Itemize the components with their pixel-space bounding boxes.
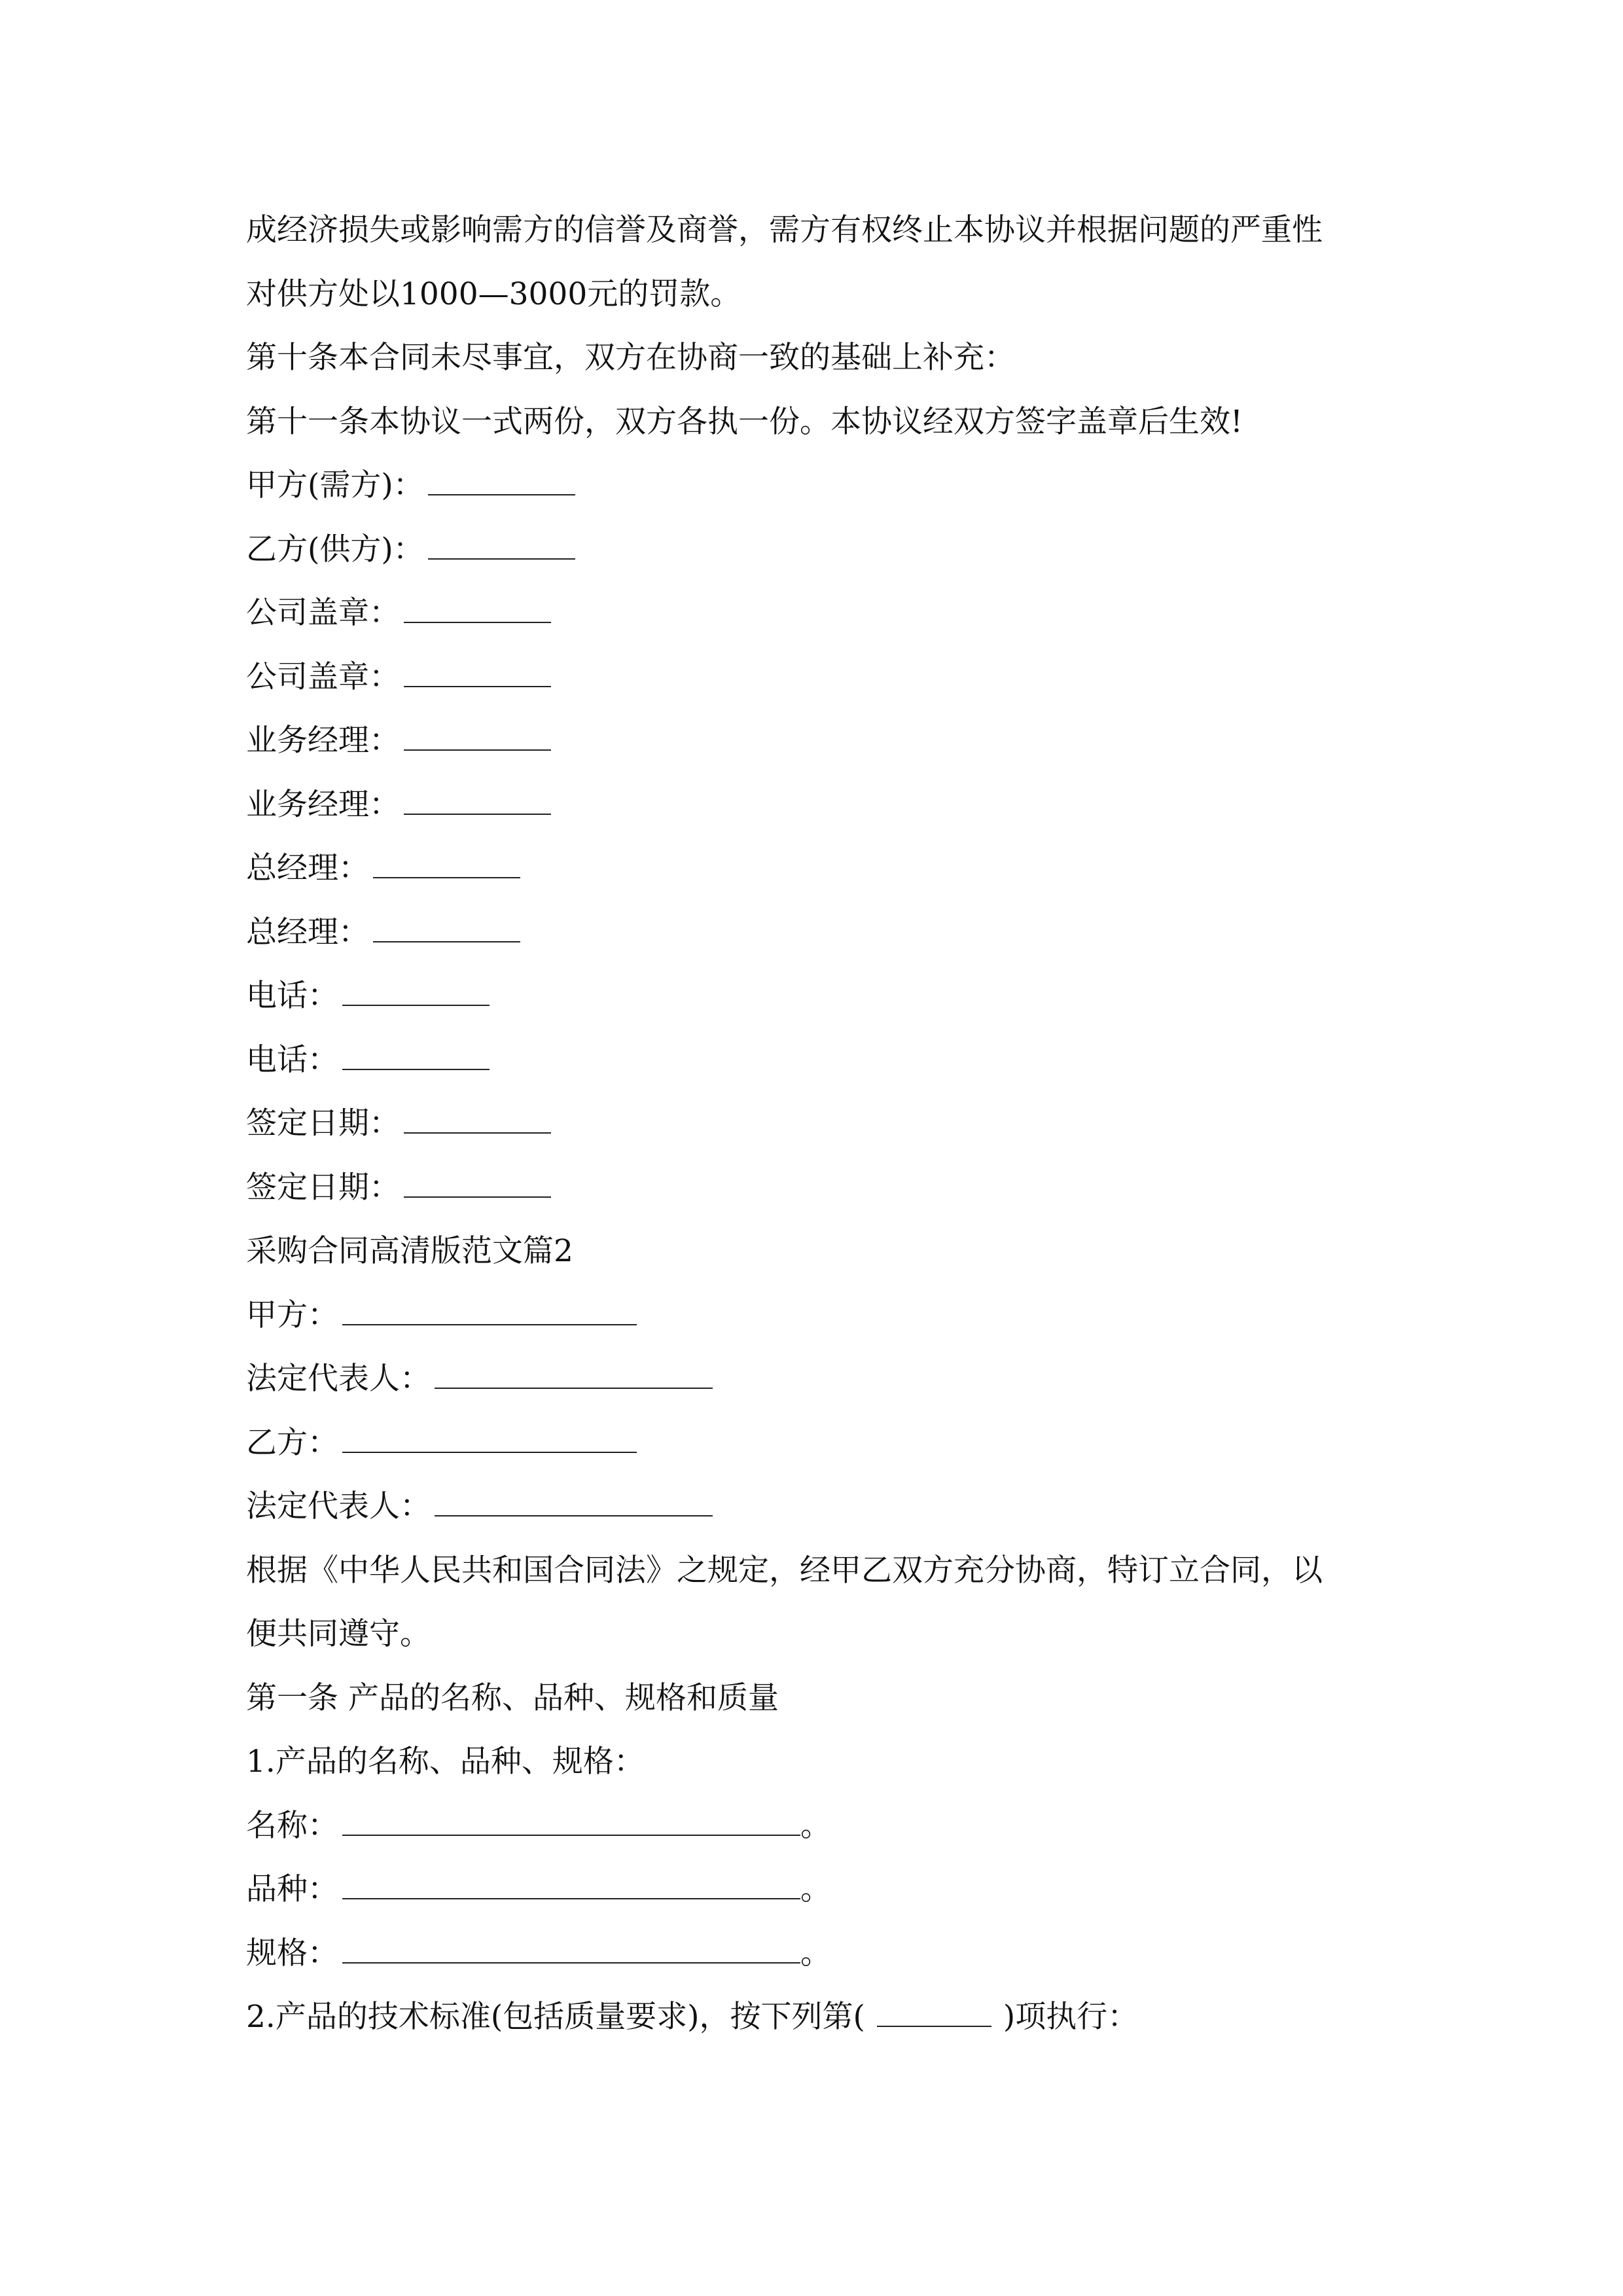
signature-label: 业务经理：	[246, 786, 400, 823]
blank-field[interactable]	[373, 852, 520, 878]
signature-line-phone	[246, 1028, 1385, 1092]
field-label: 名称：	[246, 1807, 338, 1844]
blank-field[interactable]	[342, 1873, 800, 1899]
signature-label: 公司盖章：	[246, 658, 400, 695]
signature-label: 总经理：	[246, 914, 369, 950]
intro-paragraph-line: 根据《中华人民共和国合同法》之规定，经甲乙双方充分协商，特订立合同，以	[246, 1552, 1323, 1588]
item-2-prefix: 2.产品的技术标准(包括质量要求)，按下列第(	[246, 1999, 865, 2035]
item-1-heading: 1.产品的名称、品种、规格：	[246, 1744, 645, 1780]
signature-label: 签定日期：	[246, 1169, 400, 1206]
blank-field[interactable]	[342, 1044, 490, 1070]
representative-label: 法定代表人：	[246, 1488, 431, 1524]
article-10: 第十条本合同未尽事宜，双方在协商一致的基础上补充：	[246, 340, 1015, 376]
paragraph-line: 成经济损失或影响需方的信誉及商誉，需方有权终止本协议并根据问题的严重性	[246, 212, 1323, 248]
signature-line-gm	[246, 836, 1385, 901]
blank-field[interactable]	[404, 1172, 551, 1198]
signature-label: 电话：	[246, 978, 338, 1014]
paragraph-line: 对供方处以1000—3000元的罚款。	[246, 276, 741, 312]
document-body	[246, 198, 1385, 2049]
representative-label: 法定代表人：	[246, 1361, 431, 1397]
signature-label: 电话：	[246, 1041, 338, 1078]
blank-field[interactable]	[428, 469, 575, 495]
signature-line-date	[246, 1156, 1385, 1220]
product-name-line	[246, 1794, 1385, 1858]
party-b-line	[246, 1411, 1385, 1475]
signature-line-manager	[246, 709, 1385, 773]
signature-line-phone	[246, 964, 1385, 1028]
blank-field[interactable]	[404, 1107, 551, 1134]
party-label: 乙方：	[246, 1424, 338, 1461]
period: 。	[800, 1807, 831, 1844]
item-2-line	[246, 1985, 1385, 2049]
blank-field[interactable]	[877, 2001, 991, 2027]
blank-field[interactable]	[342, 1937, 800, 1964]
field-label: 品种：	[246, 1871, 338, 1907]
signature-label: 签定日期：	[246, 1105, 400, 1141]
signature-line-gm	[246, 901, 1385, 965]
representative-b-line	[246, 1475, 1385, 1539]
blank-field[interactable]	[373, 916, 520, 942]
item-2-suffix: )项执行：	[1003, 1999, 1139, 2035]
signature-line-seal	[246, 581, 1385, 645]
blank-field[interactable]	[342, 1810, 800, 1836]
party-a-line	[246, 1283, 1385, 1348]
blank-field[interactable]	[404, 661, 551, 687]
period: 。	[800, 1871, 831, 1907]
article-11: 第十一条本协议一式两份，双方各执一份。本协议经双方签字盖章后生效!	[246, 403, 1243, 440]
field-label: 规格：	[246, 1935, 338, 1971]
party-label: 甲方：	[246, 1297, 338, 1333]
blank-field[interactable]	[404, 789, 551, 815]
signature-label: 公司盖章：	[246, 595, 400, 631]
blank-field[interactable]	[342, 980, 490, 1006]
blank-field[interactable]	[404, 597, 551, 623]
signature-line-manager	[246, 773, 1385, 837]
intro-paragraph-line: 便共同遵守。	[246, 1616, 431, 1652]
signature-line-party-b	[246, 518, 1385, 582]
signature-line-seal	[246, 645, 1385, 709]
blank-field[interactable]	[428, 533, 575, 560]
signature-label: 甲方(需方)：	[246, 467, 424, 503]
section-title: 采购合同高清版范文篇2	[246, 1233, 573, 1269]
blank-field[interactable]	[435, 1490, 713, 1516]
signature-line-party-a	[246, 454, 1385, 518]
signature-label: 乙方(供方)：	[246, 531, 424, 567]
blank-field[interactable]	[342, 1427, 637, 1453]
period: 。	[800, 1935, 831, 1971]
product-variety-line	[246, 1857, 1385, 1922]
representative-a-line	[246, 1347, 1385, 1411]
article-1-heading: 第一条 产品的名称、品种、规格和质量	[246, 1679, 779, 1716]
product-spec-line	[246, 1922, 1385, 1986]
blank-field[interactable]	[342, 1299, 637, 1325]
signature-line-date	[246, 1092, 1385, 1156]
blank-field[interactable]	[404, 725, 551, 751]
signature-label: 总经理：	[246, 850, 369, 886]
signature-label: 业务经理：	[246, 723, 400, 759]
blank-field[interactable]	[435, 1363, 713, 1389]
